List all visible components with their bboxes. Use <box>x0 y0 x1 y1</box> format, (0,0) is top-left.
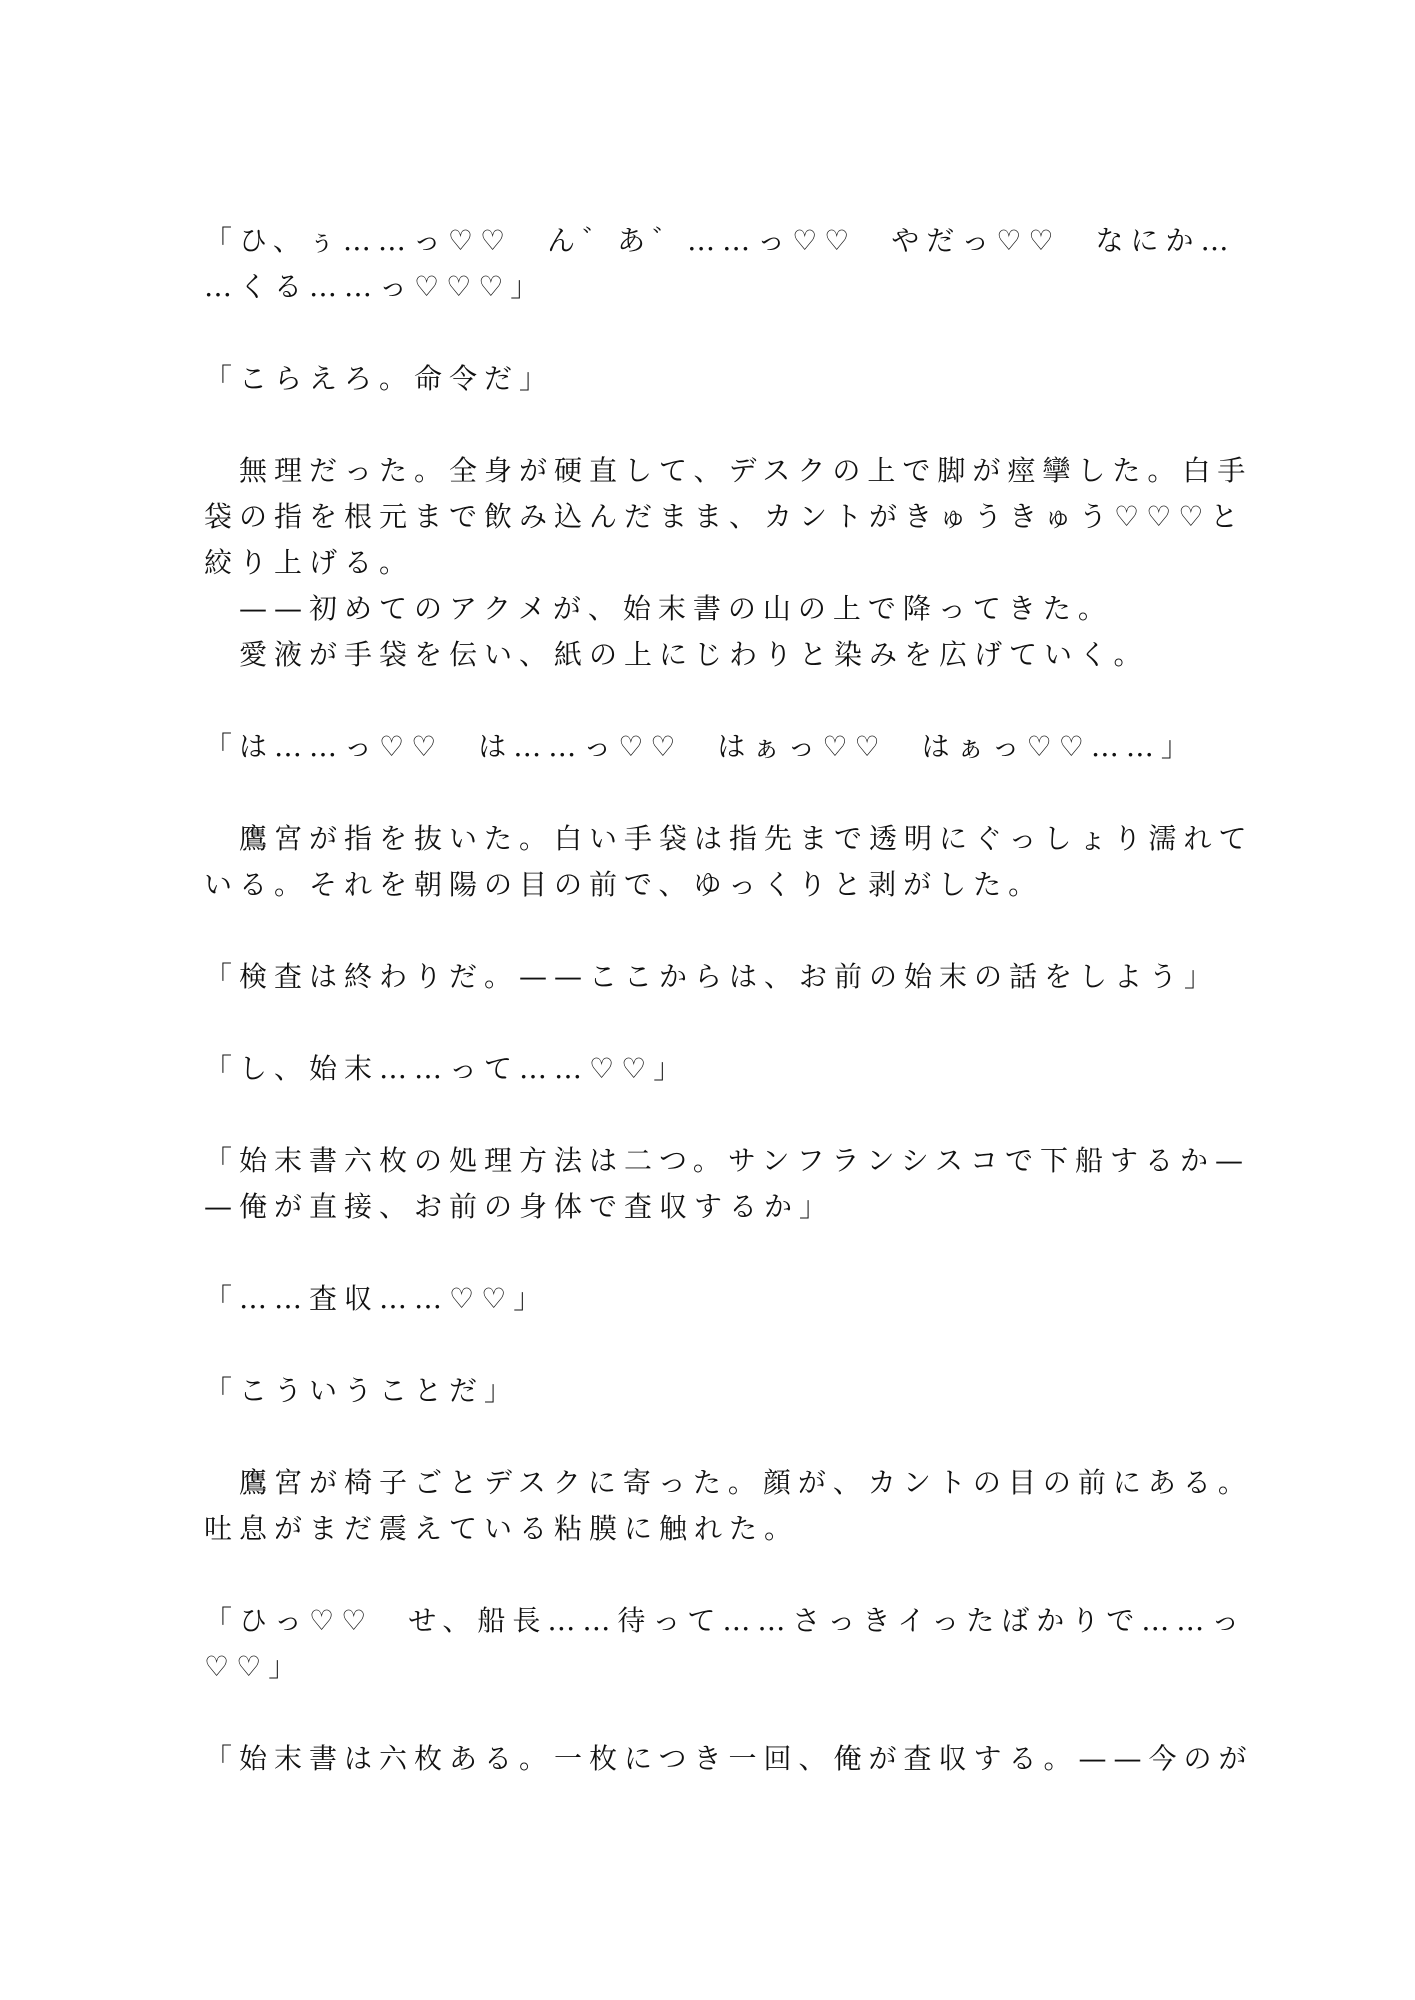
text-line: 無理だった。全身が硬直して、デスクの上で脚が痙攣した。白手 <box>204 454 1253 487</box>
text-line: 「こういうことだ」 <box>204 1374 520 1407</box>
text-line: ——初めてのアクメが、始末書の山の上で降ってきた。 <box>204 592 1113 625</box>
text-line: 「……査収……♡♡」 <box>204 1282 549 1315</box>
text-line: ♡♡」 <box>204 1650 304 1683</box>
text-line: 「こらえろ。命令だ」 <box>204 362 555 395</box>
text-line: 鷹宮が指を抜いた。白い手袋は指先まで透明にぐっしょり濡れて <box>204 822 1254 855</box>
text-line: 「ひっ♡♡ せ、船長……待って……さっきイったばかりで……っ <box>204 1604 1247 1637</box>
text-line: 「は……っ♡♡ は……っ♡♡ はぁっ♡♡ はぁっ♡♡……」 <box>204 730 1196 763</box>
text-line: いる。それを朝陽の目の前で、ゆっくりと剥がした。 <box>204 868 1044 901</box>
text-line: 鷹宮が椅子ごとデスクに寄った。顔が、カントの目の前にある。 <box>204 1466 1253 1499</box>
text-line: 「始末書は六枚ある。一枚につき一回、俺が査収する。——今のが <box>204 1742 1254 1775</box>
text-line: 「検査は終わりだ。——ここからは、お前の始末の話をしよう」 <box>204 960 1220 993</box>
text-line: 袋の指を根元まで飲み込んだまま、カントがきゅうきゅう♡♡♡と <box>204 500 1246 533</box>
text-line: —俺が直接、お前の身体で査収するか」 <box>204 1190 835 1223</box>
text-line: 「ひ、ぅ……っ♡♡ ん゛あ゛……っ♡♡ やだっ♡♡ なにか… <box>204 224 1236 257</box>
text-line: 「し、始末……って……♡♡」 <box>204 1052 689 1085</box>
text-line: 愛液が手袋を伝い、紙の上にじわりと染みを広げていく。 <box>204 638 1149 671</box>
text-line: 吐息がまだ震えている粘膜に触れた。 <box>204 1512 800 1545</box>
text-line: 「始末書六枚の処理方法は二つ。サンフランシスコで下船するか— <box>204 1144 1250 1177</box>
text-line: …くる……っ♡♡♡」 <box>204 270 546 303</box>
text-line: 絞り上げる。 <box>204 546 415 579</box>
